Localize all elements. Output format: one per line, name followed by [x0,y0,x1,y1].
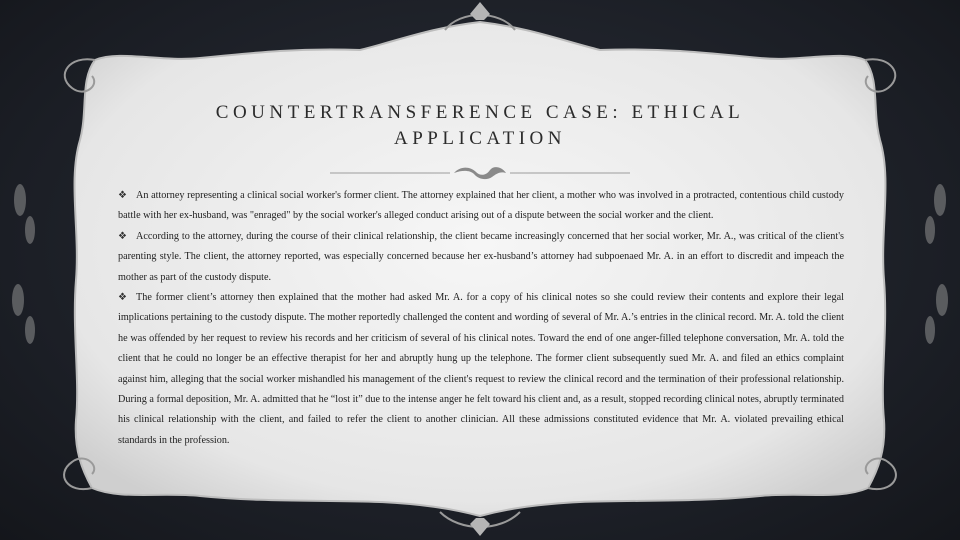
title-line-1: COUNTERTRANSFERENCE CASE: ETHICAL [215,102,745,123]
bullet-text: The former client’s attorney then explained that the mother had asked Mr. A. for a copy of his clinical notes so she could review their contents and explore their legal implications pertaining to the custody dispute. The mother reportedly challenged the content and wording of several of Mr. A.’s entries in the clinical record. Mr. A. told the client he was offended by her request to review his records and her criticism of several of his clinical notes. Toward the end of one anger-filled telephone conversation, Mr. A. told the client that he could no longer be an effective therapist for her and abruptly hung up the telephone. The former client subsequently sued Mr. A. and filed an ethics complaint against him, alleging that the social worker mishandled his management of the client's request to review the clinical record and the termination of their professional relationship. During a formal deposition, Mr. A. admitted that he “lost it” due to the intense anger he felt toward his client and, as a result, stopped recording clinical notes, abruptly terminated his clinical relationship with the client, and failed to refer the client to another clinician. All these admissions constituted evidence that Mr. A. violated prevailing ethical standards in the profession. [118,292,844,446]
title-divider [330,164,630,182]
diamond-bullet-icon: ❖ [118,230,127,242]
bullet-text: An attorney representing a clinical social worker's former client. The attorney explained that her client, a mother who was involved in a protracted, contentious child custody battle with her ex-husband, was "enraged" by the social worker's alleged conduct arising out of a dispute between the social worker and the client. [118,190,844,222]
bottom-crest [470,518,490,536]
bullet-text: According to the attorney, during the course of their clinical relationship, the client became increasingly concerned that her social worker, Mr. A., was critical of the client's parenting style. The client, the attorney reported, was especially concerned because her ex-husband’s attorney had subpoenaed Mr. A. in an effort to discredit and impeach the mother as part of the custody dispute. [118,230,844,283]
bullet-item [118,227,844,288]
diamond-bullet-icon: ❖ [118,190,127,201]
slide-title [160,100,800,152]
diamond-bullet-icon: ❖ [118,292,127,304]
bullet-item [118,288,844,451]
top-crest [470,2,490,20]
scroll-ornament-icon [454,167,506,179]
bullet-item [118,186,844,227]
title-line-2: APPLICATION [394,128,566,149]
slide-body [118,186,844,451]
